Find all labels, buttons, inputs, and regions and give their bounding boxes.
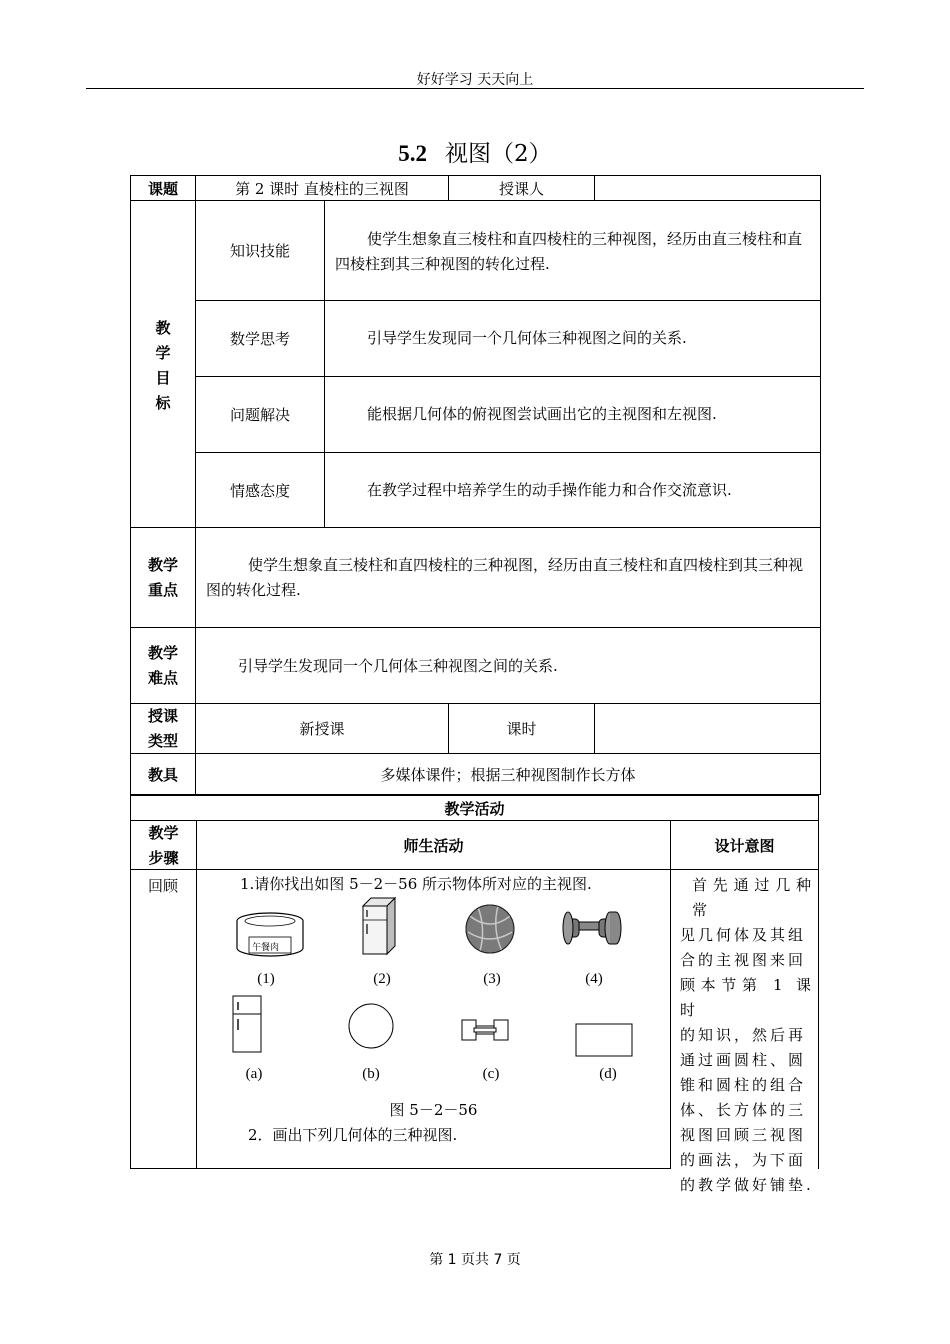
intent-line: 的画法，为下面 xyxy=(680,1151,807,1169)
intent-line: 体、长方体的三 xyxy=(680,1101,807,1119)
intent-line: 首先通过几种常 xyxy=(692,876,814,919)
view-label: (c) xyxy=(482,1066,500,1082)
title-number: 5.2 xyxy=(398,141,428,166)
view-label: (b) xyxy=(362,1066,380,1082)
goals-label xyxy=(130,200,196,528)
teacher-value xyxy=(594,175,821,201)
tools-label: 教具 xyxy=(130,753,196,795)
lessontype-label xyxy=(130,703,196,754)
tools-value: 多媒体课件；根据三种视图制作长方体 xyxy=(195,753,821,795)
intent-line: 视图回顾三视图 xyxy=(680,1126,807,1144)
goals-label-char: 标 xyxy=(155,394,171,412)
can-label: 午餐肉 xyxy=(252,943,280,953)
keypoint-label-line2: 重点 xyxy=(147,581,178,599)
view-c-dumbbell xyxy=(462,1020,508,1040)
lessontype-value: 新授课 xyxy=(195,703,449,754)
dumbbell-object xyxy=(563,912,621,944)
page-title xyxy=(0,135,950,168)
lessontype-label-line1: 授课 xyxy=(147,707,178,725)
goal-knowledge-label: 知识技能 xyxy=(195,200,325,301)
activity-column-header: 师生活动 xyxy=(196,820,671,870)
step-name: 回顾 xyxy=(130,869,197,1169)
lessontype-label-line2: 类型 xyxy=(147,732,178,750)
figure-caption: 图 5－2－56 xyxy=(389,1101,478,1119)
intent-line: 顾本节第 1 课时 xyxy=(680,976,814,1019)
keypoint-label xyxy=(130,527,196,628)
object-label: (2) xyxy=(373,971,391,987)
goal-problem-text: 能根据几何体的俯视图尝试画出它的主视图和左视图. xyxy=(324,376,821,453)
goals-label-char: 目 xyxy=(155,369,171,387)
goal-thinking-label: 数学思考 xyxy=(195,300,325,377)
difficulty-label xyxy=(130,627,196,704)
header-divider xyxy=(86,88,864,89)
step-header xyxy=(130,820,197,870)
view-label: (a) xyxy=(245,1066,263,1082)
intent-line: 的教学做好铺垫. xyxy=(680,1176,814,1194)
keypoint-label-line1: 教学 xyxy=(147,556,178,574)
view-b-circle xyxy=(349,1004,393,1048)
difficulty-text: 引导学生发现同一个几何体三种视图之间的关系. xyxy=(195,627,821,704)
question-1: 1.请你找出如图 5－2－56 所示物体所对应的主视图. xyxy=(240,875,592,893)
intent-line: 的知识，然后再 xyxy=(680,1026,807,1044)
difficulty-label-line2: 难点 xyxy=(147,669,178,687)
page-footer: 第 1 页共 7 页 xyxy=(429,1252,521,1268)
keypoint-text: 使学生想象直三棱柱和直四棱柱的三种视图，经历由直三棱柱和直四棱柱到其三种视图的转化过程. xyxy=(195,527,821,628)
topic-value: 第 2 课时 直棱柱的三视图 xyxy=(195,175,449,201)
intent-line: 通过画圆柱、圆 xyxy=(680,1051,807,1069)
title-text: 视图（2） xyxy=(445,141,552,167)
difficulty-label-line1: 教学 xyxy=(147,644,178,662)
intent-line: 锥和圆柱的组合 xyxy=(680,1076,807,1094)
topic-label: 课题 xyxy=(130,175,196,201)
hours-label: 课时 xyxy=(448,703,595,754)
goal-attitude-label: 情感态度 xyxy=(195,452,325,528)
view-d-rectangle xyxy=(576,1024,632,1056)
step-header-line2: 步骤 xyxy=(148,849,179,867)
intent-line: 合的主视图来回 xyxy=(680,951,807,969)
design-intent xyxy=(680,873,814,1198)
teacher-label: 授课人 xyxy=(448,175,595,201)
view-a-fridge xyxy=(233,996,261,1052)
step-header-line1: 教学 xyxy=(148,824,179,842)
goal-problem-label: 问题解决 xyxy=(195,376,325,453)
goals-label-char: 教 xyxy=(155,319,171,337)
hours-value xyxy=(594,703,821,754)
intent-column-header: 设计意图 xyxy=(670,820,819,870)
goal-thinking-text: 引导学生发现同一个几何体三种视图之间的关系. xyxy=(324,300,821,377)
object-label: (3) xyxy=(483,971,501,987)
activity-heading: 教学活动 xyxy=(130,795,819,821)
view-label: (d) xyxy=(599,1066,617,1082)
fridge-object xyxy=(363,898,395,954)
intent-line: 见几何体及其组 xyxy=(680,926,807,944)
ball-object xyxy=(466,905,514,953)
question-2: 2．画出下列几何体的三种视图. xyxy=(248,1126,458,1144)
goal-attitude-text: 在教学过程中培养学生的动手操作能力和合作交流意识. xyxy=(324,452,821,528)
goals-label-char: 学 xyxy=(155,344,171,362)
object-label: (1) xyxy=(257,971,275,987)
object-label: (4) xyxy=(585,971,603,987)
header-motto: 好好学习 天天向上 xyxy=(416,72,534,88)
goal-knowledge-text: 使学生想象直三棱柱和直四棱柱的三种视图，经历由直三棱柱和直四棱柱到其三种视图的转化过程. xyxy=(324,200,821,301)
